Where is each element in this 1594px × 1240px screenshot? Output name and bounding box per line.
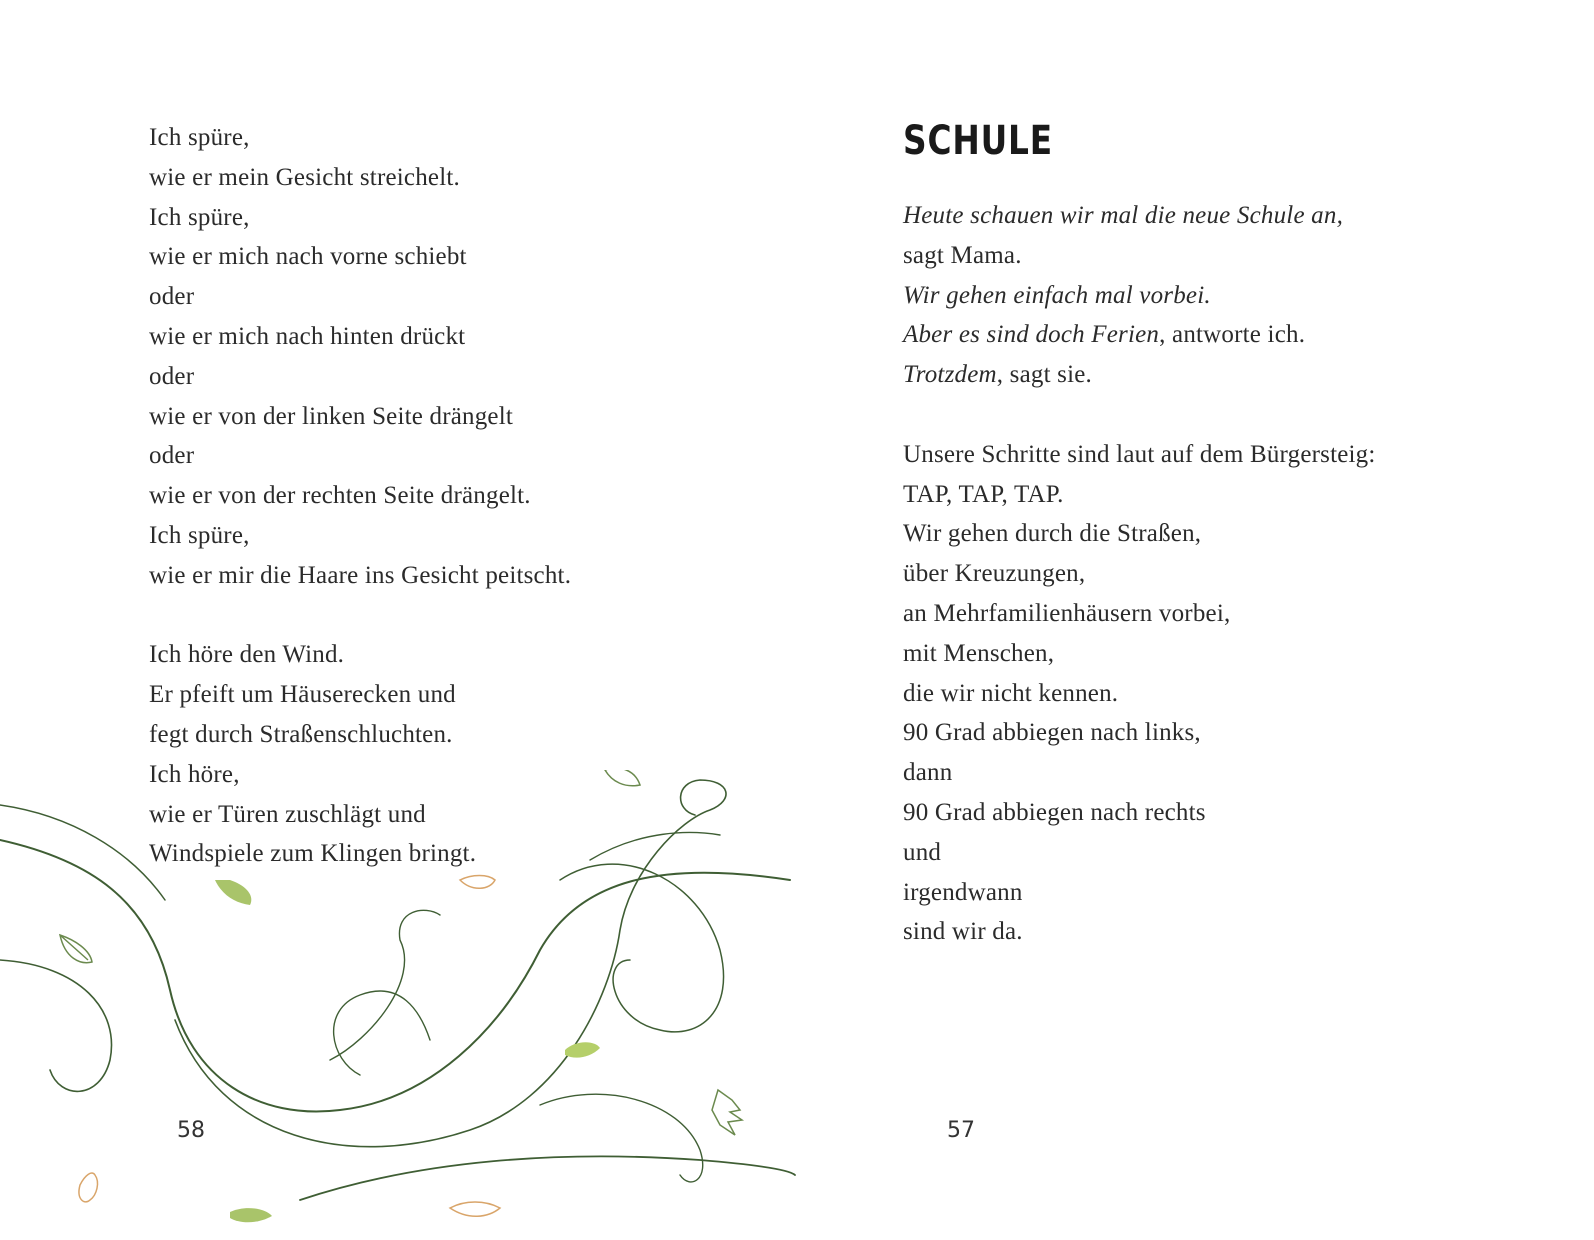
poem-line: [903, 713, 1376, 753]
poem-line: Windspiele zum Klingen bringt.: [149, 840, 477, 868]
poem-line: [903, 196, 1376, 236]
poem-line: wie er mich nach hinten drückt: [149, 322, 466, 350]
green-leaf-icon: [215, 880, 251, 905]
poem-line: oder: [149, 362, 195, 390]
poem-line: [903, 873, 1376, 913]
poem-line: fegt durch Straßenschluchten.: [149, 720, 453, 748]
narration-text: 90 Grad abbiegen nach links,: [903, 719, 1201, 747]
narration-text: dann: [903, 759, 953, 787]
poem-line: wie er von der linken Seite drängelt: [149, 402, 514, 430]
narration-text: , sagt sie.: [996, 361, 1093, 389]
narration-text: Unsere Schritte sind laut auf dem Bürgersteig:: [903, 440, 1376, 468]
narration-text: mit Menschen,: [903, 639, 1055, 667]
poem-line: [903, 634, 1376, 674]
page-number: 58: [177, 1118, 205, 1143]
poem-line: [903, 912, 1376, 952]
green-leaf-icon: [230, 1208, 272, 1222]
poem-line: wie er mein Gesicht streichelt.: [149, 163, 460, 191]
wind-swirl-line: [540, 1094, 703, 1182]
narration-text: und: [903, 838, 942, 866]
leaf-outline-icon: [450, 1202, 500, 1216]
poem-line: wie er mich nach vorne schiebt: [149, 243, 467, 271]
poem-line: [903, 475, 1376, 515]
poem-line: [903, 435, 1376, 475]
wind-swirl-line: [0, 805, 165, 900]
poem-line: wie er mir die Haare ins Gesicht peitscht.: [149, 561, 572, 589]
narration-text: TAP, TAP, TAP.: [903, 480, 1064, 508]
poem-text-left: [149, 118, 571, 874]
spoken-text: Wir gehen einfach mal vorbei.: [903, 281, 1211, 309]
poem-line: [903, 594, 1376, 634]
leaf-outline-icon: [712, 1090, 742, 1135]
leaf-outline-icon: [60, 935, 92, 963]
poem-line: [903, 514, 1376, 554]
poem-line: Ich spüre,: [149, 521, 250, 549]
poem-line: [903, 674, 1376, 714]
poem-line: wie er Türen zuschlägt und: [149, 800, 426, 828]
spoken-text: Heute schauen wir mal die neue Schule an,: [903, 202, 1344, 229]
narration-text: die wir nicht kennen.: [903, 679, 1119, 707]
poem-line: [903, 355, 1376, 395]
poem-line: Ich spüre,: [149, 203, 250, 231]
green-leaf-icon: [565, 1042, 600, 1057]
poem-line: [903, 554, 1376, 594]
narration-text: sind wir da.: [903, 918, 1023, 946]
poem-line: wie er von der rechten Seite drängelt.: [149, 482, 531, 510]
page-number: 57: [947, 1118, 975, 1143]
right-page: [797, 0, 1594, 1240]
leaf-outline-icon: [460, 876, 495, 889]
wind-swirl-line: [300, 1156, 795, 1200]
poem-line: [903, 315, 1376, 355]
wind-swirl-line: [0, 960, 112, 1091]
poem-line: oder: [149, 442, 195, 470]
narration-text: Wir gehen durch die Straßen,: [903, 520, 1202, 548]
wind-swirl-line: [0, 840, 790, 1112]
narration-text: 90 Grad abbiegen nach rechts: [903, 798, 1206, 826]
poem-line: Er pfeift um Häuserecken und: [149, 681, 456, 709]
leaf-outline-icon: [79, 1173, 97, 1202]
poem-line: Ich höre den Wind.: [149, 641, 345, 669]
wind-swirl-line: [330, 910, 440, 1060]
narration-text: irgendwann: [903, 878, 1023, 906]
narration-text: sagt Mama.: [903, 241, 1022, 269]
poem-line: [903, 236, 1376, 276]
poem-line: [903, 833, 1376, 873]
wind-swirl-line: [560, 864, 724, 1032]
poem-line: Ich höre,: [149, 760, 240, 788]
stanza-break: [149, 596, 571, 636]
poem-line: [903, 793, 1376, 833]
spoken-text: Aber es sind doch Ferien: [903, 321, 1160, 349]
wind-swirl-line: [590, 833, 720, 860]
narration-text: an Mehrfamilienhäusern vorbei,: [903, 599, 1231, 627]
poem-text-right: [903, 196, 1376, 952]
poem-line: [903, 753, 1376, 793]
chapter-title: SCHULE: [903, 118, 1054, 164]
wind-swirl-line: [334, 991, 430, 1075]
narration-text: über Kreuzungen,: [903, 560, 1086, 588]
spoken-text: Trotzdem: [903, 361, 997, 389]
poem-line: oder: [149, 283, 195, 311]
narration-text: , antworte ich.: [1159, 321, 1306, 349]
poem-line: Ich spüre,: [149, 124, 250, 151]
poem-line: [903, 276, 1376, 316]
leaf-outline-icon: [605, 770, 640, 786]
stanza-break: [903, 395, 1376, 435]
